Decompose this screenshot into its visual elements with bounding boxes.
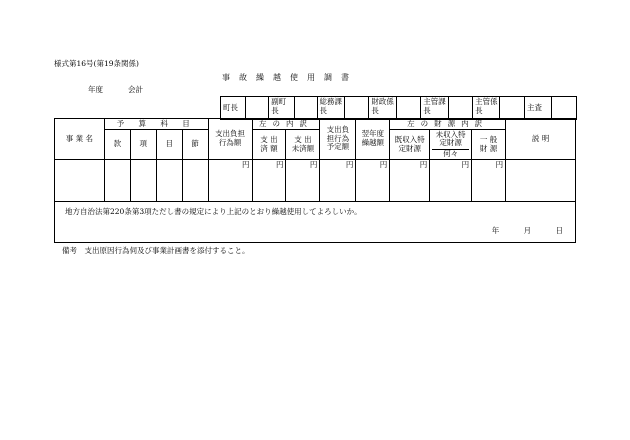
yen-unit: 円 <box>275 160 284 169</box>
cell-project-name[interactable] <box>55 160 105 202</box>
account-label: 会計 <box>128 85 143 94</box>
stamp-box-finance-subchief[interactable] <box>396 97 421 120</box>
header-setsu: 節 <box>182 130 208 160</box>
unreceived-funds-label: 未収入特定財源 <box>435 129 466 148</box>
cell-unpaid-amount[interactable] <box>286 160 320 202</box>
cell-kan[interactable] <box>104 160 130 202</box>
yen-unit: 円 <box>345 160 354 169</box>
yen-unit: 円 <box>242 160 250 169</box>
cell-paid-amount[interactable] <box>252 160 286 202</box>
header-unpaid-amount: 支 出 未済額 <box>286 130 320 160</box>
date-year: 年 <box>491 226 500 236</box>
header-expenditure-planned: 支出負担行為予定額 <box>320 119 356 160</box>
header-moku: 目 <box>156 130 182 160</box>
approval-label-senior-staff: 主査 <box>525 97 552 120</box>
form-number: 様式第16号(第19条関係) <box>54 59 139 68</box>
date-day: 日 <box>555 226 563 236</box>
yen-unit: 円 <box>309 160 318 169</box>
stamp-box-division-subchief[interactable] <box>500 97 525 120</box>
carryover-table <box>54 118 576 243</box>
header-expenditure-act: 支出負担行為額 <box>208 119 252 160</box>
yen-unit: 円 <box>495 160 504 169</box>
cell-expenditure-act[interactable] <box>208 160 252 202</box>
header-description: 説 明 <box>506 119 576 160</box>
cell-description[interactable] <box>506 160 576 202</box>
cell-moku[interactable] <box>156 160 182 202</box>
header-unreceived-specific-funds <box>430 130 472 160</box>
cell-general-funds[interactable] <box>472 160 506 202</box>
header-breakdown-left: 左の内訳 <box>252 119 320 130</box>
stamp-box-senior-staff[interactable] <box>552 97 577 120</box>
cell-next-year-carry[interactable] <box>356 160 390 202</box>
yen-unit: 円 <box>419 160 428 169</box>
header-kou: 項 <box>130 130 156 160</box>
header-next-year-carry: 翌年度繰越額 <box>356 119 390 160</box>
approval-label-finance-subchief: 財政係長 <box>369 97 396 120</box>
document-title: 事故繰越使用調書 <box>222 73 358 82</box>
remarks-text: 備考 支出原因行為伺及び事業計画書を添付すること。 <box>62 246 250 255</box>
date-month: 月 <box>523 226 532 236</box>
header-budget-item: 予 算 科 目 <box>104 119 208 130</box>
cell-setsu[interactable] <box>182 160 208 202</box>
stamp-box-deputy-mayor[interactable] <box>294 97 317 120</box>
approval-label-general-affairs-chief: 総務課長 <box>317 97 344 120</box>
date-line <box>470 227 563 236</box>
approval-label-mayor: 町長 <box>221 97 246 120</box>
header-paid-amount: 支 出 済 額 <box>252 130 286 160</box>
approval-label-deputy-mayor: 副町長 <box>269 97 294 120</box>
fiscal-year-label: 年度 <box>88 85 103 94</box>
yen-unit: 円 <box>379 160 388 169</box>
stamp-box-division-chief[interactable] <box>448 97 473 120</box>
approval-label-division-subchief: 主管係長 <box>473 97 500 120</box>
header-received-specific-funds: 既収入特定財源 <box>390 130 430 160</box>
yen-unit: 円 <box>461 160 470 169</box>
header-funds-breakdown: 左の財源内訳 <box>390 119 506 130</box>
header-kan: 款 <box>104 130 130 160</box>
statement-row <box>55 202 576 243</box>
cell-expenditure-planned[interactable] <box>320 160 356 202</box>
cell-kou[interactable] <box>130 160 156 202</box>
statement-text: 地方自治法第220条第3項ただし書の規定により上記のとおり繰越使用してよろしいか。 <box>65 207 362 216</box>
stamp-box-mayor[interactable] <box>246 97 269 120</box>
funds-what-label: 何々 <box>432 149 469 159</box>
approval-stamp-table <box>220 96 577 120</box>
cell-received-specific-funds[interactable] <box>390 160 430 202</box>
header-general-funds: 一 般 財 源 <box>472 130 506 160</box>
header-project-name: 事 業 名 <box>55 119 105 160</box>
stamp-box-general-affairs-chief[interactable] <box>344 97 369 120</box>
approval-label-division-chief: 主管課長 <box>421 97 448 120</box>
cell-unreceived-specific-funds[interactable] <box>430 160 472 202</box>
